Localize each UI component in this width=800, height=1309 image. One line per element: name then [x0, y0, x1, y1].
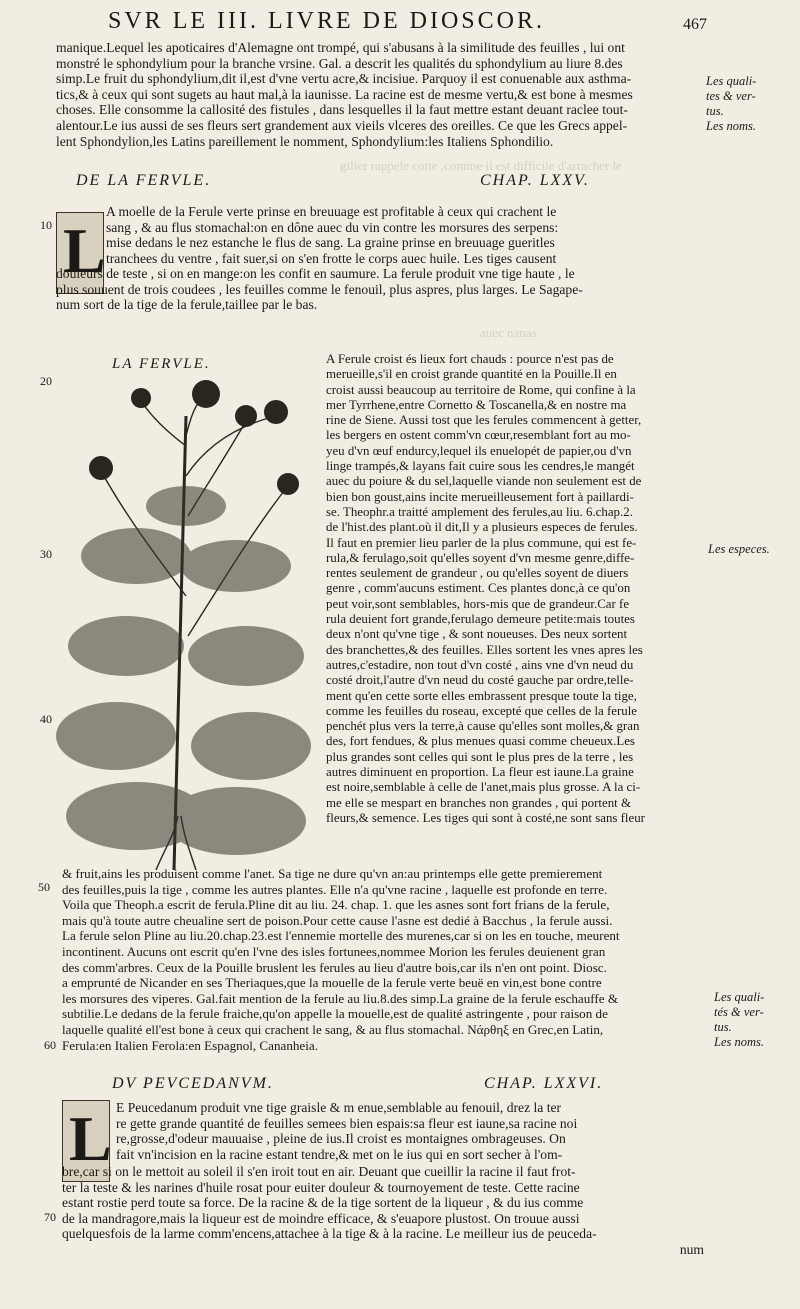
text-line: a emprunté de Nicander en ses Theriaques,que la mouelle de la ferule verte beuë en vin,est bone contre: [62, 975, 602, 991]
text-line: mais qu'à toute autre cheualine sert de poison.Pour cette cause l'asne est dedié à Bacchus , la ferule aussi.: [62, 912, 613, 928]
line-number: 70: [44, 1210, 56, 1224]
text-line: de l'hist.des plant.où il dit,Il y a plusieurs especes de ferules.: [326, 520, 638, 535]
text-line: Il faut en premier lieu parler de la plus commune, qui est fe-: [326, 535, 637, 550]
line-number: 50: [38, 880, 50, 894]
text-line: re gette grande quantité de feuilles semees bien espais:sa fleur est iaune,sa racine noi: [116, 1115, 578, 1131]
text-line: mise dedans le nez estanche le flus de sang. La graine prinse en breuuage gueritles: [106, 235, 555, 251]
commentary-right-column: [326, 352, 698, 826]
text-line: me elle se mespart en branches non grandes , qui portent &: [326, 795, 631, 810]
bleed-through: auec nanas: [480, 325, 537, 340]
chapter-title: DE LA FERVLE.: [76, 172, 212, 189]
text-line: genre , comm'aucuns estiment. Ces plantes donc,à ce qu'on: [326, 581, 631, 596]
text-line: & fruit,ains les produisent comme l'anet. Sa tige ne dure qu'vn an:au printemps elle gette premierement: [62, 866, 603, 881]
text-line: linge trampés,& layans fait cuire sous les cendres,le mangét: [326, 459, 635, 474]
text-line: rentes seulement de grandeur , ou qu'elles soyent de diuers: [326, 566, 629, 581]
line-number: 40: [40, 712, 52, 726]
text-line: plus grandes sont celles qui sont le plus pres de la terre , les: [326, 749, 634, 764]
text-line: des feuilles,puis la tige , comme les autres plantes. Elle n'a qu'vne racine , laquelle est profonde en terre.: [62, 881, 608, 897]
text-line: Ferula:en Italien Ferola:en Espagnol, Cananheia.: [62, 1037, 318, 1053]
text-line: les morsures des viperes. Gal.fait mention de la ferule au liu.8.des simp.La graine de la ferule eschauffe &: [62, 990, 619, 1006]
text-line: La ferule selon Pline au liu.20.chap.23.est l'ennemie mortelle des murenes,car si on les en touche, meurent: [62, 928, 620, 944]
text-line: bre,car si on le mettoit au soleil il s'en iroit tout en air. Deuant que cueillir la racine il faut frot-: [62, 1164, 576, 1179]
line-number: 60: [44, 1038, 56, 1052]
text-line: fait vn'incision en la racine estant tendre,& met on le ius qui en sort secher à l'om-: [116, 1146, 563, 1162]
line-number: 30: [40, 547, 52, 561]
text-line: peut voir,sont semblables, hors-mis que de grandeur.Car fe: [326, 596, 630, 611]
text-line: merueille,s'il en croist grande quantité en la Pouille.Il en: [326, 367, 617, 382]
text-line: mer Tyrrhene,entre Cornetto & Toscanella,& en nostre ma: [326, 397, 627, 412]
text-line: plus souuent de trois coudees , les feuilles comme le fenouil, plus aspres, plus larges. Le Sagape-: [56, 281, 583, 297]
text-line: simp.Le fruit du sphondylium,dit il,est d'vne vertu acre,& incisiue. Parquoy il est conuenable aux asthma-: [56, 71, 632, 87]
text-line: yeu d'vn œuf endurcy,lequel ils enuelopét de papier,ou d'vn: [326, 443, 632, 458]
text-line: re,grosse,d'odeur mauuaise , pleine de ius.Il croist es montaignes ombrageuses. On: [116, 1131, 566, 1147]
text-line: se. Theophr.a traitté amplement des ferules,au liu. 6.chap.2.: [326, 504, 633, 519]
text-line: douleurs de teste , si on en mange:on les confit en saumure. La ferule produit vne tige haute , le: [56, 266, 575, 281]
chapter-title: DV PEVCEDANVM.: [112, 1075, 274, 1092]
chapter-number: CHAP. LXXV.: [480, 172, 590, 189]
text-line: subtilie.Le dedans de la ferule fraiche,qu'on appelle la mouelle,est de qualité astringente , pour raison de: [62, 1006, 608, 1022]
chapter-number: CHAP. LXXVI.: [484, 1075, 604, 1092]
drop-capital: L: [62, 1100, 110, 1182]
text-line: sang , & au flus stomachal:on en dône auec du vin contre les morsures des serpens:: [106, 219, 559, 235]
text-line: ter la teste & les narines d'huile rosat pour euiter douleur & tournoyement de teste. Cette racine: [62, 1179, 580, 1195]
text-line: estant rostie perd toute sa force. De la racine & de la tige sortent de la liqueur , & du ius comme: [62, 1195, 584, 1211]
text-line: tranchees du ventre , fait suer,si on s'en frotte le corps auec huile. Les tiges causent: [106, 250, 557, 266]
text-line: ment qu'en cette sorte elles embrassent presque toute la tige,: [326, 688, 637, 703]
text-line: des branchettes,& des feuilles. Elles sortent les vnes apres les: [326, 642, 643, 657]
running-header: [0, 8, 800, 38]
line-number: 20: [40, 374, 52, 388]
text-line: rula,& ferulago,soit qu'elles soyent d'vn mesme genre,diffe-: [326, 550, 635, 565]
text-line: autres,c'estadire, non tout d'vn costé , ains vne d'vn neud du: [326, 657, 634, 672]
commentary-full-width: [62, 866, 698, 1053]
text-line: croist aussi beaucoup au territoire de Rome, qui confine à la: [326, 382, 636, 397]
illustration-caption: LA FERVLE.: [112, 356, 211, 372]
line-number: 10: [40, 218, 52, 232]
chapter-76-text-full: [62, 1164, 704, 1258]
text-line: des comm'arbres. Ceux de la Pouille bruslent les ferules au lieu d'autre bois,car ils n'en ont point. Diosc.: [62, 959, 607, 975]
margin-note: Les quali- tés & ver- tus. Les noms.: [714, 990, 765, 1049]
text-line: lent Sphondylion,les Latins pareillement le nomment, Sphondylium:les Italiens Sphondilio.: [56, 133, 554, 149]
text-line: bien bon goust,ains incite merueilleusement fort à paillardi-: [326, 489, 634, 504]
text-line: deux n'ont qu'vne tige , & sont noueuses. Des neux sortent: [326, 627, 628, 642]
text-line: auec du poiure & du sel,laquelle viande non seulement est de: [326, 474, 642, 489]
text-line: choses. Elle consomme la callosité des fistules , dans lesquelles il la faut mettre estant deuant raclee tout-: [56, 102, 628, 118]
text-line: num: [679, 1241, 704, 1257]
drop-capital: L: [56, 212, 104, 294]
chapter-76-text-indented: [116, 1100, 704, 1162]
text-line: Voila que Theoph.a escrit de ferula.Pline dit au liu. 24. chap. 1. que les asnes sont fort frians de la ferule,: [62, 897, 610, 913]
text-line: autres diminuent en proportion. La fleur est iaune.La graine: [326, 765, 634, 780]
text-line: penchét plus vers la terre,à cause qu'elles sont molles,& gran: [326, 719, 640, 734]
text-line: est noire,semblable à celle de l'anet,mais plus grosse. A la ci-: [326, 780, 641, 795]
bleed-through: gilier rappele cotte ,comme il est difficile d'arracher le: [340, 158, 622, 173]
chapter-75-text-indented: [106, 204, 696, 266]
text-line: rine de Siene. Aussi tost que les ferules commencent à getter,: [326, 413, 642, 428]
text-line: rula deuient fort grande,ferulago demeure petite:mais toutes: [326, 612, 635, 627]
text-line: E Peucedanum produit vne tige graisle & m enue,semblable au fenouil, drez la ter: [116, 1100, 562, 1115]
text-line: monstré le sphondylium pour la branche vrsine. Gal. a descrit les qualités du sphondylium au liure 8.des: [56, 55, 623, 71]
page-number: 467: [683, 16, 707, 33]
text-line: num sort de la tige de la ferule,taillee par le bas.: [56, 297, 318, 313]
text-line: les bergers en ostent comm'vn cœur,resemblant fort au mo-: [326, 428, 631, 443]
text-line: des, fort fendues, & plus menues quasi comme cheueux.Les: [326, 734, 635, 749]
text-line: fleurs,& semence. Les tiges qui sont à costé,ne sont sans fleur: [326, 810, 645, 825]
ferula-illustration: [56, 376, 314, 870]
text-line: laquelle qualité ell'est bone à ceux qui crachent le sang, & au flus stomachal. Νάρθηξ en Grec,en Latin,: [62, 1021, 604, 1037]
text-line: comme les feuilles du roseau, excepté que celles de la ferule: [326, 703, 638, 718]
margin-note: Les quali- tes & ver- tus. Les noms.: [706, 74, 757, 133]
margin-note: Les especes.: [708, 542, 770, 556]
text-line: A moelle de la Ferule verte prinse en breuuage est profitable à ceux qui crachent le: [106, 204, 557, 219]
text-line: quelquesfois de la larme comm'encens,attachee à la tige & à la racine. Le meilleur ius de peuceda-: [62, 1226, 597, 1242]
text-line: costé droit,l'autre d'vn neud du costé gauche par ordre,telle-: [326, 673, 634, 688]
text-line: alentour.Le ius aussi de ses fleurs sert grandement aux vieils vlceres des oreilles. Ce que les Grecs appel-: [56, 117, 628, 133]
text-line: incontinent. Aucuns ont escrit qu'en l'vne des isles fortunees,nommee Morion les ferules deuienent gran: [62, 943, 606, 959]
running-title: SVR LE III. LIVRE DE DIOSCOR.: [108, 8, 545, 34]
text-line: A Ferule croist és lieux fort chauds : pource n'est pas de: [326, 352, 614, 366]
chapter-75-text-full: [56, 266, 696, 313]
text-line: tics,& à ceux qui sont sugets au haut mal,à la iaunisse. La racine est de mesme vertu,& est bone à mesmes: [56, 86, 633, 102]
text-line: de la mandragore,mais la liqueur est de moindre efficace, & s'euapore plustost. On trouue aussi: [62, 1210, 580, 1226]
text-line: manique.Lequel les apoticaires d'Alemagne ont trompé, qui s'abusans à la similitude des feuilles , lui ont: [56, 40, 625, 55]
top-paragraph: [56, 40, 696, 149]
